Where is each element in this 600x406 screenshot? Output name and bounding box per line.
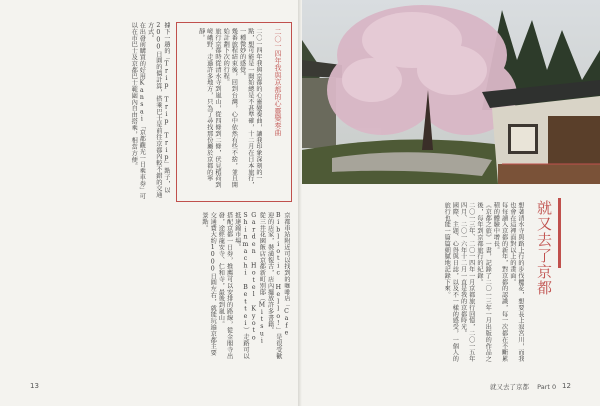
chapter-title: 就又去了京都 <box>535 200 553 296</box>
chapter-accent-bar <box>558 198 561 268</box>
left-bottom-paragraph-3: 搭配京都一日券，推薦可以安排的路線，從金閣寺出發，途經龍安寺、仁和寺，最後到嵐山。 <box>217 212 233 360</box>
left-top-paragraph-1: 據下一趟的「Trip Trip Trip」點子，以2000日圓的價計算，搭乘巴士是前往京都內較不錯的交通方式。 <box>146 22 170 198</box>
right-paragraph-1: 想著清水寺與路上行的步伐櫻花，想要長上寂宮川，而我也會在這裡面對以上的畫面。 <box>508 202 524 362</box>
sidebar-paragraph-1: 二〇一四年我與京都的心靈變奏曲，讓我印象深刻的一點，想可能是一開始總是不甚準確，十二月在日本旅行，一種微妙的感覺。 <box>238 28 262 188</box>
sidebar-title: 二〇一四年我與京都的心靈變奏曲 <box>274 28 282 136</box>
right-paragraph-5: 國際、主題、心得與日誌，以及不一樣的感受，一個人的旅行也能一篇篇細膩地記錄下來。 <box>443 202 459 362</box>
left-top-text <box>24 22 170 200</box>
right-paragraph-3: 《京都之旅》一書，記錄了二〇一三年一月出版的作品之後，每年到京都旅行的紀錄。 <box>475 202 492 362</box>
sidebar-text <box>182 28 262 194</box>
sidebar-paragraph-2: 幾番旅程結束後，回到台灣，心中依然有些不捨，並且開始計劃下次的行程。 <box>222 28 238 188</box>
left-bottom-paragraph-1: 京都車站附近可以找到的咖啡店「Cafe Bibliotic Hello!」是很受歡迎的店家，裝潢復古，店內擺放許多書籍。 <box>266 212 290 360</box>
sidebar-paragraph-3: 旅行京都時從清水寺到嵐山，從四條到二條，伏見稻荷到嵯峨野，走過許多地方，只為了尋找那份屬於京都的寧靜。 <box>197 28 221 188</box>
left-bottom-paragraph-4: 交通費大約1000日圓左右，就能玩遍京都主要景點。 <box>200 212 217 356</box>
right-main-text <box>312 202 524 362</box>
left-bottom-paragraph-2: 從三井花園飯店京都新町別邸（Mitsui Garden Hotel Kyoto Shinmachi Bettei）走路可以抵達錦市場。 <box>233 212 266 360</box>
running-footer <box>490 382 556 391</box>
footer-title: 就又去了京都 <box>490 383 529 391</box>
kyoto-photo <box>302 0 600 184</box>
left-page-number: 13 <box>30 382 39 390</box>
right-page-number: 12 <box>562 382 571 390</box>
left-bottom-text <box>24 212 290 360</box>
weeping-cherry-photo <box>302 0 600 184</box>
footer-part: Part 0 <box>537 383 557 391</box>
right-paragraph-4: 二〇一三年、二〇一四年一月京都旅行回憶，二〇一五年四月、二〇一六年十二月一直是我的京都時光。 <box>459 202 475 362</box>
right-paragraph-2: 每每讀入京都的新年，對京都的認識，每一次都在不斷累積的體驗中增長。 <box>492 202 508 362</box>
left-top-paragraph-2: 在出發前購買的好用Kansai「京都觀光一日乘車券」可以在市巴士及京都巴士範圍內自由搭乘，相當方便。 <box>130 22 146 200</box>
